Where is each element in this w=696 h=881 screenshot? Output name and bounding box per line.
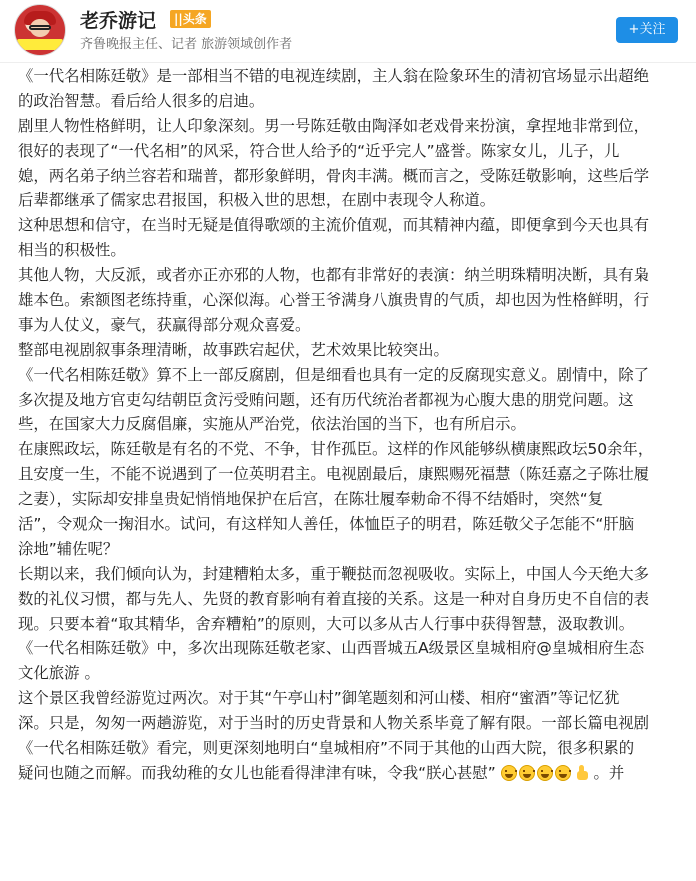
- article-line: 多次提及地方官吏勾结朝臣贪污受贿问题，还有历代统治者都视为心腹大患的朋党问题。这: [18, 390, 634, 409]
- avatar[interactable]: [14, 4, 66, 56]
- article-line: 剧里人物性格鲜明，让人印象深刻。男一号陈廷敬由陶泽如老戏骨来扮演，拿捏地非常到位，: [18, 116, 650, 135]
- article-line: 现。只要本着“取其精华，舍弃糟粕”的原则，大可以多从古人行事中获得智慧，汲取教训。: [18, 614, 635, 633]
- avatar-glasses-shape: [29, 25, 51, 30]
- smiley-icon: [519, 765, 535, 781]
- follow-button[interactable]: +关注: [616, 17, 678, 43]
- article-line: 之妻），实际却安排皇贵妃悄悄地保护在后宫，在陈壮履奉勅命不得不结婚时，突然“复: [18, 490, 604, 509]
- article-line: 很好的表现了“一代名相”的风采，符合世人给予的“近乎完人”盛誉。陈家女儿，儿子，儿: [18, 141, 620, 160]
- thumbs-up-icon: [573, 765, 589, 781]
- emoji-group: [501, 765, 589, 781]
- author-name[interactable]: 老乔游记: [80, 10, 157, 32]
- article-line: 整部电视剧叙事条理清晰，故事跌宕起伏，艺术效果比较突出。: [18, 340, 449, 359]
- article-line: 《一代名相陈廷敬》算不上一部反腐剧，但是细看也具有一定的反腐现实意义。剧情中，除了: [18, 365, 650, 384]
- platform-badge: ||头条: [170, 10, 211, 28]
- article-line: 这个景区我曾经游览过两次。对于其“午亭山村”御笔题刻和河山楼、相府“蜜酒”等记忆犹: [18, 689, 620, 708]
- smiley-icon: [537, 765, 553, 781]
- article-line: 活”，令观众一掬泪水。试问，有这样知人善任，体恤臣子的明君，陈廷敬父子怎能不“肝脑: [18, 515, 635, 534]
- article-line: 的政治智慧。看后给人很多的启迪。: [18, 91, 265, 110]
- article-line: 媳，两名弟子纳兰容若和瑞普，都形象鲜明，骨肉丰满。概而言之，受陈廷敬影响，这些后学: [18, 166, 650, 185]
- article-line: 其他人物，大反派，或者亦正亦邪的人物，也都有非常好的表演：纳兰明珠精明决断，具有枭: [18, 266, 650, 285]
- article-line: 文化旅游 。: [18, 664, 100, 683]
- article-line: 《一代名相陈廷敬》是一部相当不错的电视连续剧，主人翁在险象环生的清初官场显示出超绝: [18, 67, 650, 85]
- article-body: [18, 64, 682, 786]
- article-line-text: 疑问也随之而解。而我幼稚的女儿也能看得津津有味，令我“朕心甚慰”: [18, 763, 496, 782]
- article-line: 深。只是，匆匆一两趟游览，对于当时的历史背景和人物关系毕竟了解有限。一部长篇电视剧: [18, 714, 650, 733]
- article-line: 后辈都继承了儒家忠君报国，积极入世的思想，在剧中表现令人称道。: [18, 191, 496, 210]
- author-description: 齐鲁晚报主任、记者 旅游领域创作者: [80, 37, 293, 52]
- article-line: 《一代名相陈廷敬》看完，则更深刻地明白“皇城相府”不同于其他的山西大院，很多积累的: [18, 739, 635, 758]
- article-line: 相当的积极性。: [18, 241, 126, 260]
- smiley-icon: [501, 765, 517, 781]
- article-line: 雄本色。索额图老练持重，心深似海。心誉王爷满身八旗贵胄的气质，却也因为性格鲜明，行: [18, 291, 650, 310]
- article-line: 在康熙政坛，陈廷敬是有名的不党、不争，甘作孤臣。这样的作风能够纵横康熙政坛50余年，: [18, 440, 654, 459]
- article-line: 《一代名相陈廷敬》中，多次出现陈廷敬老家、山西晋城五A级景区皇城相府@皇城相府生态: [18, 639, 645, 658]
- article-last-line: [18, 761, 682, 786]
- article-line: 事为人仗义，豪气，获赢得部分观众喜爱。: [18, 315, 311, 334]
- avatar-banner-shape: [17, 39, 63, 50]
- article-line: 长期以来，我们倾向认为，封建糟粕太多，重于鞭挞而忽视吸收。实际上，中国人今天绝大多: [18, 564, 650, 583]
- article-line: 且安度一生，不能不说遇到了一位英明君主。电视剧最后，康熙赐死福慧（陈廷嘉之子陈壮履: [18, 465, 650, 484]
- article-line: 涂地”辅佐呢？: [18, 539, 119, 558]
- article-line: 些，在国家大力反腐倡廉，实施从严治党，依法治国的当下，也有所启示。: [18, 415, 526, 434]
- author-header: [0, 0, 696, 63]
- article-line: 这种思想和信守，在当时无疑是值得歌颂的主流价值观，而其精神内蕴，即便拿到今天也具有: [18, 216, 650, 235]
- article-line: 数的礼仪习惯，都与先人、先贤的教育影响有着直接的关系。这是一种对自身历史不自信的表: [18, 589, 650, 608]
- smiley-icon: [555, 765, 571, 781]
- article-line-tail: 。并: [593, 763, 625, 782]
